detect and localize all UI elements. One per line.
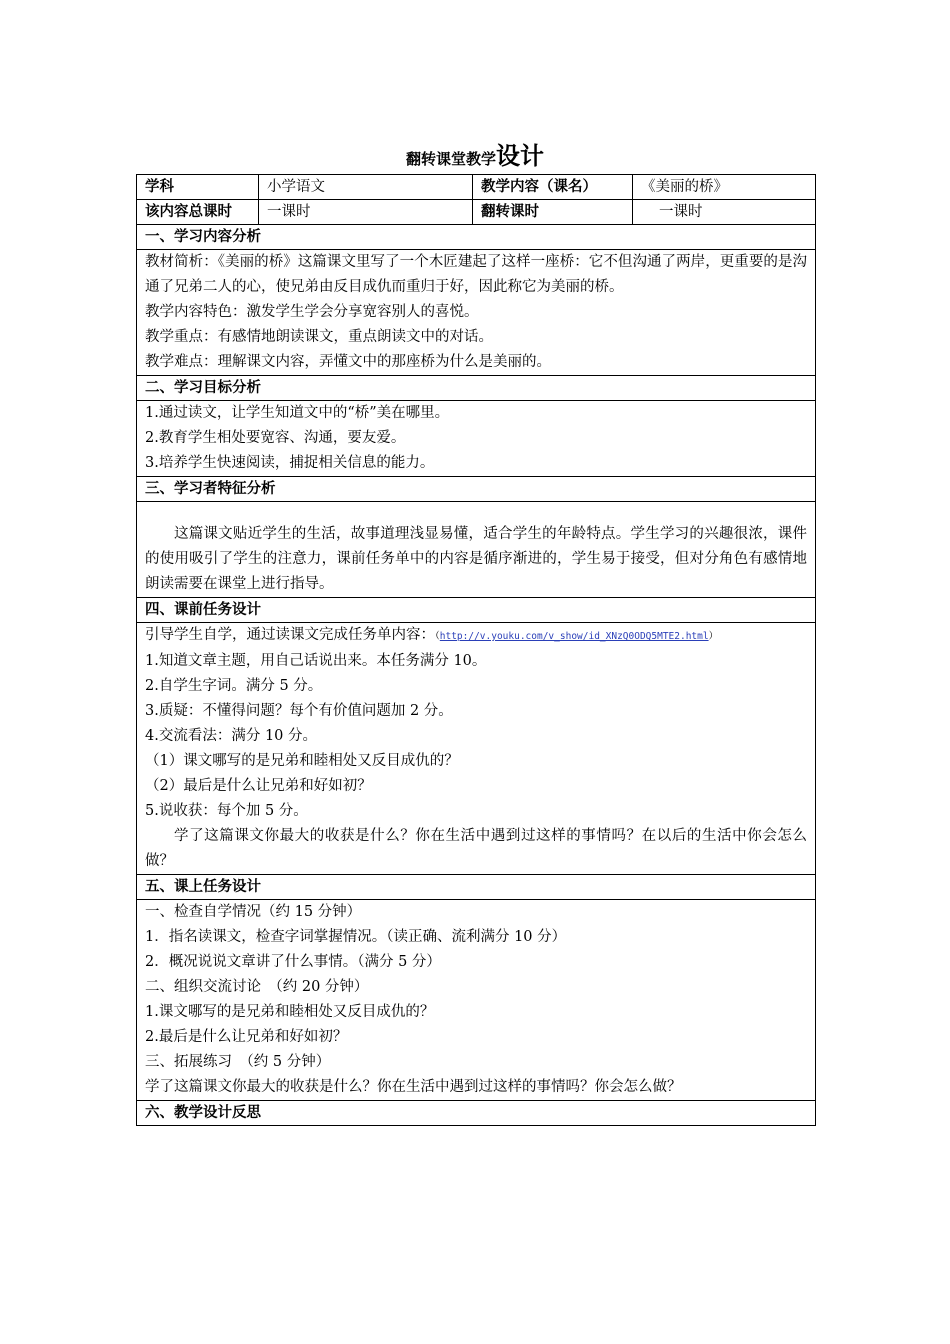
flip-hours-label: 翻转课时 bbox=[473, 200, 633, 225]
total-hours-value: 一课时 bbox=[259, 200, 473, 225]
s5-line-4: 二、组织交流讨论 （约 20 分钟） bbox=[145, 979, 369, 995]
section-3-body bbox=[137, 502, 816, 598]
s2-goal-3: 3.培养学生快速阅读，捕捉相关信息的能力。 bbox=[145, 455, 435, 471]
s2-goal-1: 1.通过读文，让学生知道文中的“桥”美在哪里。 bbox=[145, 405, 450, 421]
section-4-body bbox=[137, 623, 816, 875]
lesson-plan-table bbox=[136, 174, 816, 1126]
s5-line-2: 1．指名读课文，检查字词掌握情况。（读正确、流利满分 10 分） bbox=[145, 929, 567, 945]
title-suffix: 设计 bbox=[496, 142, 544, 170]
s1-textbook-brief: 教材简析：《美丽的桥》这篇课文里写了一个木匠建起了这样一座桥：它不但沟通了两岸，更重要的是沟通了兄弟二人的心，使兄弟由反目成仇而重归于好，因此称它为美丽的桥。 bbox=[145, 254, 807, 295]
s5-line-6: 2.最后是什么让兄弟和好如初？ bbox=[145, 1029, 348, 1045]
s4-link-wrap bbox=[435, 631, 718, 642]
section-1-body bbox=[137, 250, 816, 376]
s1-key-point: 教学重点：有感情地朗读课文，重点朗读文中的对话。 bbox=[145, 329, 493, 345]
subject-label: 学科 bbox=[137, 175, 259, 200]
s4-task-2: 2.自学生字词。满分 5 分。 bbox=[145, 678, 323, 694]
s4-task-3: 3.质疑：不懂得问题？每个有价值问题加 2 分。 bbox=[145, 703, 453, 719]
section-3-heading: 三、学习者特征分析 bbox=[137, 477, 816, 502]
section-5-heading: 五、课上任务设计 bbox=[137, 875, 816, 900]
s5-line-7: 三、拓展练习 （约 5 分钟） bbox=[145, 1054, 331, 1070]
section-2-body bbox=[137, 401, 816, 477]
s4-reflection-question: 学了这篇课文你最大的收获是什么？你在生活中遇到过这样的事情吗？在以后的生活中你会怎么做？ bbox=[145, 828, 807, 869]
total-hours-label: 该内容总课时 bbox=[137, 200, 259, 225]
section-2-heading: 二、学习目标分析 bbox=[137, 376, 816, 401]
page-title bbox=[0, 136, 950, 171]
section-6-heading: 六、教学设计反思 bbox=[137, 1101, 816, 1126]
s5-line-5: 1.课文哪写的是兄弟和睦相处又反目成仇的？ bbox=[145, 1004, 435, 1020]
s5-line-1: 一、检查自学情况（约 15 分钟） bbox=[145, 904, 362, 920]
info-row-1 bbox=[137, 175, 816, 200]
s4-task-1: 1.知道文章主题，用自己话说出来。本任务满分 10。 bbox=[145, 653, 487, 669]
s1-content-feature: 教学内容特色：激发学生学会分享宽容别人的喜悦。 bbox=[145, 304, 479, 320]
content-value: 《美丽的桥》 bbox=[633, 175, 816, 200]
s2-goal-2: 2.教育学生相处要宽容、沟通，要友爱。 bbox=[145, 430, 406, 446]
title-prefix: 翻转课堂教学 bbox=[405, 150, 496, 168]
s4-intro-line bbox=[145, 623, 807, 649]
s4-task-4-1: （1）课文哪写的是兄弟和睦相处又反目成仇的？ bbox=[145, 753, 459, 769]
video-link[interactable]: http://v.youku.com/v_show/id_XNzQ0ODQ5MTE2.html bbox=[439, 631, 709, 642]
section-4-heading: 四、课前任务设计 bbox=[137, 598, 816, 623]
section-1-heading: 一、学习内容分析 bbox=[137, 225, 816, 250]
s5-line-3: 2．概况说说文章讲了什么事情。（满分 5 分） bbox=[145, 954, 441, 970]
link-close-paren: ） bbox=[708, 631, 719, 642]
s4-task-5: 5.说收获：每个加 5 分。 bbox=[145, 803, 308, 819]
content-label: 教学内容（课名） bbox=[473, 175, 633, 200]
s4-task-4-2: （2）最后是什么让兄弟和好如初？ bbox=[145, 778, 372, 794]
link-open-paren: （ bbox=[435, 631, 440, 642]
s5-line-8: 学了这篇课文你最大的收获是什么？你在生活中遇到过这样的事情吗？你会怎么做？ bbox=[145, 1079, 682, 1095]
info-row-2 bbox=[137, 200, 816, 225]
s4-intro: 引导学生自学，通过读课文完成任务单内容： bbox=[145, 627, 435, 643]
subject-value: 小学语文 bbox=[259, 175, 473, 200]
flip-hours-value: 一课时 bbox=[633, 200, 816, 225]
section-5-body bbox=[137, 900, 816, 1101]
s3-learner-analysis: 这篇课文贴近学生的生活，故事道理浅显易懂，适合学生的年龄特点。学生学习的兴趣很浓，课件的使用吸引了学生的注意力，课前任务单中的内容是循序渐进的，学生易于接受，但对分角色有感情地朗读需要在课堂上进行指导。 bbox=[145, 526, 807, 592]
s1-difficulty: 教学难点：理解课文内容，弄懂文中的那座桥为什么是美丽的。 bbox=[145, 354, 551, 370]
s4-task-4: 4.交流看法：满分 10 分。 bbox=[145, 728, 318, 744]
